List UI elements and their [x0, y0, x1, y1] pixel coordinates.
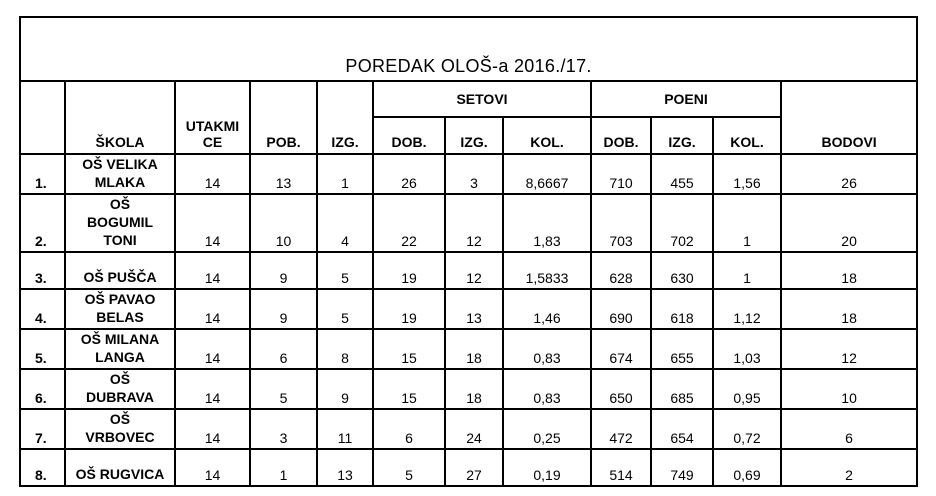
school-cell: OŠ MILANA LANGA: [65, 329, 175, 369]
rank-cell: 2.: [20, 194, 65, 252]
standings-table: [19, 16, 918, 487]
points-ratio-cell: 1: [713, 252, 781, 289]
sets-lost-cell: 18: [445, 369, 503, 409]
points-lost-header: IZG.: [651, 117, 713, 154]
rank-cell: 6.: [20, 369, 65, 409]
table-row: [20, 289, 917, 329]
sets-lost-cell: 13: [445, 289, 503, 329]
wins-cell: 6: [250, 329, 317, 369]
score-header: BODOVI: [781, 81, 917, 154]
sets-lost-cell: 27: [445, 449, 503, 486]
sets-ratio-cell: 0,25: [503, 409, 591, 449]
points-ratio-cell: 0,72: [713, 409, 781, 449]
points-won-cell: 628: [591, 252, 651, 289]
games-cell: 14: [175, 329, 250, 369]
school-cell: OŠ DUBRAVA: [65, 369, 175, 409]
games-cell: 14: [175, 369, 250, 409]
games-header: UTAKMI CE: [175, 81, 250, 154]
points-ratio-cell: 1: [713, 194, 781, 252]
losses-cell: 13: [317, 449, 373, 486]
sets-lost-header: IZG.: [445, 117, 503, 154]
points-lost-cell: 630: [651, 252, 713, 289]
losses-cell: 8: [317, 329, 373, 369]
sets-ratio-cell: 0,83: [503, 369, 591, 409]
rank-cell: 1.: [20, 154, 65, 194]
school-header: ŠKOLA: [65, 81, 175, 154]
points-lost-cell: 654: [651, 409, 713, 449]
table-row: [20, 154, 917, 194]
school-cell: OŠ VELIKA MLAKA: [65, 154, 175, 194]
sets-lost-cell: 12: [445, 252, 503, 289]
wins-cell: 3: [250, 409, 317, 449]
school-cell: OŠ RUGVICA: [65, 449, 175, 486]
sets-lost-cell: 12: [445, 194, 503, 252]
points-group-header: POENI: [591, 81, 781, 117]
score-cell: 2: [781, 449, 917, 486]
school-cell: OŠ BOGUMIL TONI: [65, 194, 175, 252]
losses-cell: 4: [317, 194, 373, 252]
points-ratio-cell: 1,56: [713, 154, 781, 194]
losses-header: IZG.: [317, 81, 373, 154]
sets-ratio-header: KOL.: [503, 117, 591, 154]
score-cell: 6: [781, 409, 917, 449]
school-cell: OŠ PAVAO BELAS: [65, 289, 175, 329]
wins-cell: 13: [250, 154, 317, 194]
points-lost-cell: 749: [651, 449, 713, 486]
rank-cell: 3.: [20, 252, 65, 289]
games-cell: 14: [175, 154, 250, 194]
points-won-cell: 650: [591, 369, 651, 409]
score-cell: 10: [781, 369, 917, 409]
rank-cell: 8.: [20, 449, 65, 486]
games-cell: 14: [175, 289, 250, 329]
points-ratio-cell: 1,03: [713, 329, 781, 369]
losses-cell: 11: [317, 409, 373, 449]
school-cell: OŠ PUŠČA: [65, 252, 175, 289]
school-cell: OŠ VRBOVEC: [65, 409, 175, 449]
sets-ratio-cell: 1,46: [503, 289, 591, 329]
sets-ratio-cell: 1,83: [503, 194, 591, 252]
losses-cell: 5: [317, 252, 373, 289]
table-row: [20, 329, 917, 369]
losses-cell: 1: [317, 154, 373, 194]
sets-ratio-cell: 0,83: [503, 329, 591, 369]
points-won-cell: 674: [591, 329, 651, 369]
points-lost-cell: 655: [651, 329, 713, 369]
sets-won-cell: 15: [373, 329, 445, 369]
table-row: [20, 194, 917, 252]
sets-won-header: DOB.: [373, 117, 445, 154]
points-lost-cell: 685: [651, 369, 713, 409]
games-cell: 14: [175, 252, 250, 289]
points-won-cell: 710: [591, 154, 651, 194]
sets-ratio-cell: 8,6667: [503, 154, 591, 194]
points-lost-cell: 702: [651, 194, 713, 252]
losses-cell: 5: [317, 289, 373, 329]
sets-won-cell: 26: [373, 154, 445, 194]
wins-header: POB.: [250, 81, 317, 154]
rank-cell: 4.: [20, 289, 65, 329]
sets-lost-cell: 3: [445, 154, 503, 194]
wins-cell: 9: [250, 252, 317, 289]
sets-ratio-cell: 0,19: [503, 449, 591, 486]
sets-group-header: SETOVI: [373, 81, 591, 117]
sets-won-cell: 19: [373, 289, 445, 329]
points-ratio-cell: 0,95: [713, 369, 781, 409]
score-cell: 12: [781, 329, 917, 369]
rank-cell: 5.: [20, 329, 65, 369]
table-title: POREDAK OLOŠ-a 2016./17.: [20, 17, 917, 81]
score-cell: 20: [781, 194, 917, 252]
points-won-cell: 514: [591, 449, 651, 486]
points-ratio-cell: 1,12: [713, 289, 781, 329]
table-row: [20, 252, 917, 289]
sets-won-cell: 22: [373, 194, 445, 252]
wins-cell: 10: [250, 194, 317, 252]
sets-won-cell: 6: [373, 409, 445, 449]
points-won-cell: 472: [591, 409, 651, 449]
points-won-cell: 690: [591, 289, 651, 329]
table-row: [20, 449, 917, 486]
games-cell: 14: [175, 194, 250, 252]
rank-cell: 7.: [20, 409, 65, 449]
points-ratio-header: KOL.: [713, 117, 781, 154]
sets-ratio-cell: 1,5833: [503, 252, 591, 289]
rank-header-cell: [20, 81, 65, 154]
table-row: [20, 409, 917, 449]
points-won-header: DOB.: [591, 117, 651, 154]
sets-won-cell: 15: [373, 369, 445, 409]
points-won-cell: 703: [591, 194, 651, 252]
table-row: [20, 369, 917, 409]
sets-lost-cell: 18: [445, 329, 503, 369]
score-cell: 18: [781, 289, 917, 329]
points-lost-cell: 455: [651, 154, 713, 194]
wins-cell: 9: [250, 289, 317, 329]
games-cell: 14: [175, 449, 250, 486]
wins-cell: 1: [250, 449, 317, 486]
sets-won-cell: 5: [373, 449, 445, 486]
points-lost-cell: 618: [651, 289, 713, 329]
sets-won-cell: 19: [373, 252, 445, 289]
score-cell: 26: [781, 154, 917, 194]
wins-cell: 5: [250, 369, 317, 409]
losses-cell: 9: [317, 369, 373, 409]
points-ratio-cell: 0,69: [713, 449, 781, 486]
score-cell: 18: [781, 252, 917, 289]
sets-lost-cell: 24: [445, 409, 503, 449]
games-cell: 14: [175, 409, 250, 449]
